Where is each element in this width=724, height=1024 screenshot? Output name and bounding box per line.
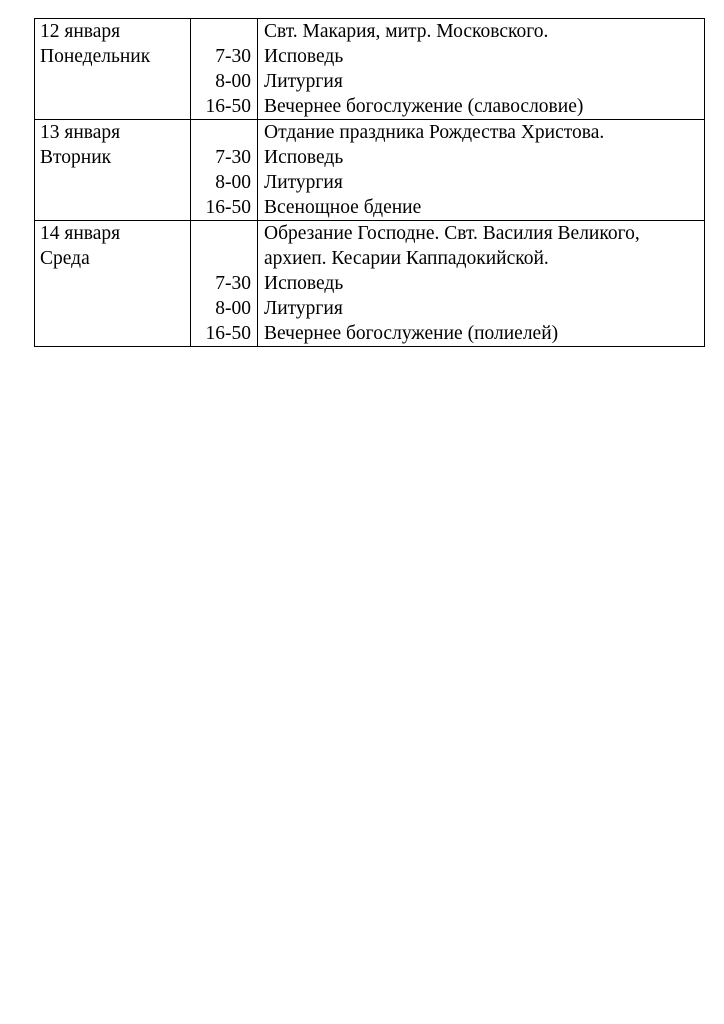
service-time [196,246,251,271]
service-time: 7-30 [215,147,251,168]
day-cell [35,120,191,221]
event-cell [258,19,705,120]
service-time: 16-50 [205,323,251,344]
time-cell [191,19,258,120]
service-name: Исповедь [264,147,344,168]
service-time: 7-30 [215,273,251,294]
service-time: 8-00 [215,172,251,193]
service-name: Исповедь [264,273,344,294]
service-time [196,120,251,145]
day-row [35,221,705,347]
day-row [35,120,705,221]
service-time [196,221,251,246]
service-time: 8-00 [215,71,251,92]
feast-title: Обрезание Господне. Свт. Василия Великого, [264,223,640,244]
schedule-table [34,18,705,347]
day-cell [35,19,191,120]
service-name: Вечернее богослужение (славословие) [264,96,584,117]
service-name: Всенощное бдение [264,197,422,218]
day-date: 14 января [40,223,121,244]
service-name: Исповедь [264,46,344,67]
day-row [35,19,705,120]
event-cell [258,221,705,347]
service-time: 8-00 [215,298,251,319]
day-weekday: Вторник [40,147,112,168]
day-cell [35,221,191,347]
service-name: Литургия [264,298,343,319]
day-weekday: Понедельник [40,46,151,67]
time-cell [191,221,258,347]
service-name: Вечернее богослужение (полиелей) [264,323,559,344]
day-date: 13 января [40,122,121,143]
day-weekday: Среда [40,248,90,269]
feast-title: Отдание праздника Рождества Христова. [264,122,605,143]
service-time [196,19,251,44]
feast-title: Свт. Макария, митр. Московского. [264,21,549,42]
service-name: Литургия [264,71,343,92]
service-time: 16-50 [205,197,251,218]
time-cell [191,120,258,221]
service-name: Литургия [264,172,343,193]
feast-title: архиеп. Кесарии Каппадокийской. [264,248,549,269]
day-date: 12 января [40,21,121,42]
service-time: 16-50 [205,96,251,117]
event-cell [258,120,705,221]
service-time: 7-30 [215,46,251,67]
